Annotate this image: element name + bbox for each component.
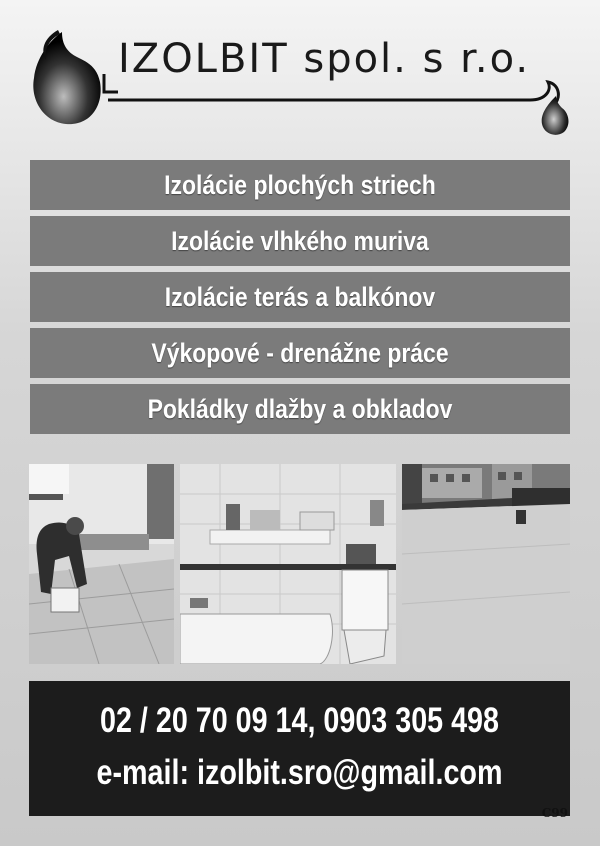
services-list: [30, 160, 570, 440]
service-item: [30, 272, 570, 322]
contact-box: [29, 681, 570, 816]
service-item: [30, 160, 570, 210]
service-label: Izolácie terás a balkónov: [164, 282, 436, 312]
service-label: Izolácie plochých striech: [164, 170, 436, 200]
email-address: e-mail: izolbit.sro@gmail.com: [96, 753, 503, 792]
service-label: Výkopové - drenážne práce: [151, 338, 449, 368]
header: [0, 0, 600, 150]
worker-laying-tiles-photo: [29, 464, 174, 664]
service-label: Izolácie vlhkého muriva: [171, 226, 429, 256]
service-item: [30, 384, 570, 434]
service-item: [30, 216, 570, 266]
phone-numbers: 02 / 20 70 09 14, 0903 305 498: [100, 701, 499, 740]
flat-roof-photo: [402, 464, 570, 664]
bathroom-tiling-photo: [180, 464, 396, 664]
service-label: Pokládky dlažby a obkladov: [147, 394, 453, 424]
company-name: IZOLBIT spol. s r.o.: [118, 36, 531, 82]
service-item: [30, 328, 570, 378]
ad-code: C99: [541, 806, 568, 820]
